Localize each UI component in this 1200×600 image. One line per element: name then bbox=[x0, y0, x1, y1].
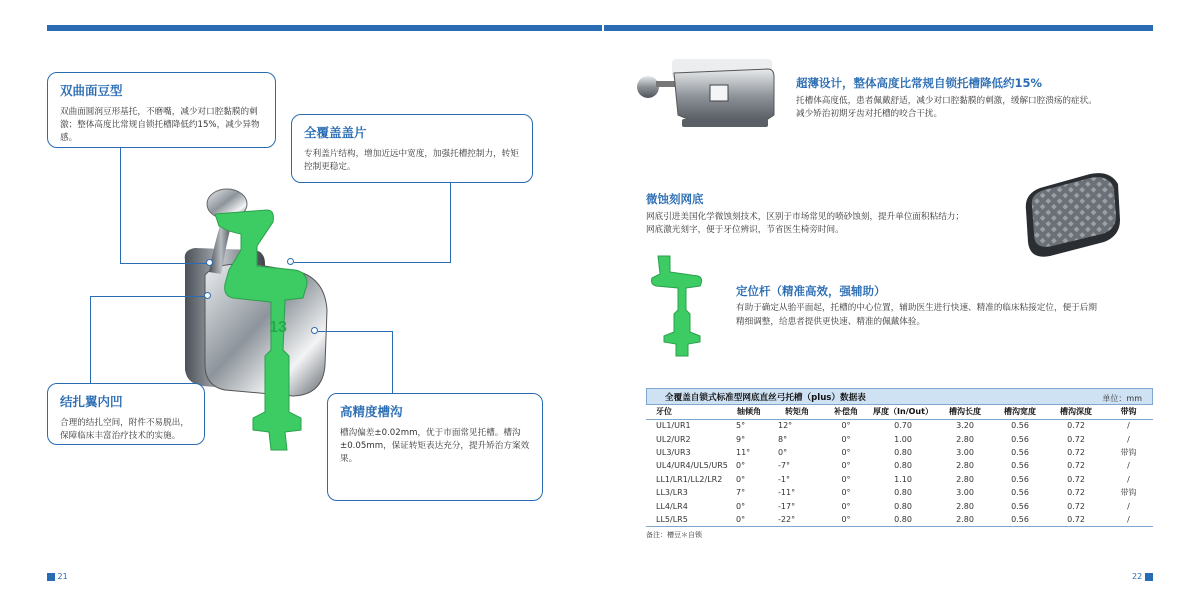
callout-text: 槽沟偏差±0.02mm，优于市面常见托槽。槽沟±0.05mm，保证转矩表达充分，提升矫治方案效果。 bbox=[340, 428, 530, 464]
table-cell: 2.80 bbox=[956, 434, 974, 444]
page-number-left bbox=[47, 572, 68, 581]
table-cell: 0.56 bbox=[1011, 488, 1029, 498]
table-cell: UL3/UR3 bbox=[656, 447, 691, 457]
table-cell: 2.80 bbox=[956, 501, 974, 511]
table-cell: 0.72 bbox=[1048, 513, 1104, 526]
table-cell: 0.72 bbox=[1067, 488, 1085, 498]
table-cell: 0° bbox=[841, 474, 851, 484]
column-header: 槽沟宽度 bbox=[992, 405, 1048, 419]
connector-line bbox=[90, 296, 206, 297]
connector-dot bbox=[311, 327, 318, 334]
table-note: 备注：槽豆＊自锁 bbox=[646, 531, 702, 539]
table-cell: 0.72 bbox=[1067, 434, 1085, 444]
table-cell: 0° bbox=[778, 447, 788, 457]
column-header: 牙位 bbox=[646, 405, 728, 419]
table-cell: 2.80 bbox=[938, 513, 992, 526]
table-cell: 3.00 bbox=[956, 447, 974, 457]
connector-dot bbox=[287, 258, 294, 265]
connector-line bbox=[120, 148, 121, 264]
table-cell: / bbox=[1104, 513, 1153, 526]
page-number-text: 21 bbox=[57, 572, 68, 581]
feature-mesh-title: 微蚀刻网底 bbox=[646, 192, 704, 206]
feature-rod-title: 定位杆（精准高效，强辅助） bbox=[736, 284, 886, 298]
spec-table bbox=[646, 388, 1153, 527]
page-number-text: 22 bbox=[1132, 572, 1143, 581]
table-cell: 12° bbox=[778, 421, 793, 431]
table-cell: 7° bbox=[736, 488, 746, 498]
feature-thin-text-line1: 托槽体高度低，患者佩戴舒适，减少对口腔黏膜的刺激，缓解口腔溃疡的症状。 bbox=[796, 96, 1097, 106]
callout-tie-wing bbox=[47, 383, 205, 445]
table-cell: 3.20 bbox=[956, 421, 974, 431]
table-cell: 0° bbox=[841, 447, 851, 457]
spec-table-header-bar bbox=[646, 388, 1153, 405]
connector-dot bbox=[206, 259, 213, 266]
feature-rod-text-line1: 有助于确定从骀平面起，托槽的中心位置，辅助医生进行快速、精准的临床粘接定位，便于后期 bbox=[736, 303, 1097, 313]
callout-text: 合理的结扎空间，附件不易脱出，保障临床丰富治疗技术的实施。 bbox=[60, 418, 189, 441]
mesh-base-photo bbox=[1020, 170, 1124, 266]
column-header: 厚度（In/Out） bbox=[868, 405, 938, 419]
positioning-rod-photo bbox=[648, 250, 708, 360]
table-header-row bbox=[646, 405, 1153, 419]
table-cell: LL1/LR1/LL2/LR2 bbox=[656, 474, 723, 484]
top-accent-bar-left bbox=[47, 25, 602, 31]
table-cell: 0.72 bbox=[1067, 501, 1085, 511]
table-cell: 0.56 bbox=[1011, 434, 1029, 444]
connector-line bbox=[90, 296, 91, 383]
table-cell: 3.00 bbox=[956, 488, 974, 498]
table-cell: 0° bbox=[736, 501, 746, 511]
connector-dot bbox=[204, 292, 211, 299]
table-cell: / bbox=[1127, 461, 1130, 471]
feature-thin-text-line2: 减少矫治初期牙齿对托槽的咬合干扰。 bbox=[796, 109, 943, 119]
table-row bbox=[646, 432, 1153, 445]
table-row bbox=[646, 486, 1153, 499]
feature-mesh-text-line1: 网底引进美国化学微蚀刻技术，区别于市场常见的喷砂蚀刻，提升单位面积粘结力； bbox=[646, 212, 964, 222]
table-row bbox=[646, 513, 1153, 526]
bracket-side-photo bbox=[632, 55, 782, 135]
table-cell: UL2/UR2 bbox=[656, 434, 691, 444]
connector-line bbox=[392, 331, 393, 393]
table-cell: LL5/LR5 bbox=[646, 513, 728, 526]
table-cell: 0.80 bbox=[868, 513, 938, 526]
page-marker-icon bbox=[47, 573, 55, 581]
callout-title: 结扎翼内凹 bbox=[60, 394, 123, 409]
table-cell: 0.56 bbox=[1011, 447, 1029, 457]
column-header: 轴倾角 bbox=[728, 405, 770, 419]
table-cell: 9° bbox=[736, 434, 746, 444]
table-cell: 0.56 bbox=[1011, 474, 1029, 484]
callout-title: 高精度槽沟 bbox=[340, 404, 403, 419]
table-row bbox=[646, 459, 1153, 472]
table-cell: -11° bbox=[778, 488, 796, 498]
table-cell: 0° bbox=[841, 434, 851, 444]
table-cell: 0° bbox=[841, 461, 851, 471]
table-row bbox=[646, 473, 1153, 486]
table-cell: 0° bbox=[728, 513, 770, 526]
table-cell: 带钩 bbox=[1120, 488, 1137, 498]
callout-title: 全覆盖盖片 bbox=[304, 125, 367, 140]
table-cell: LL3/LR3 bbox=[656, 488, 688, 498]
table-cell: UL1/UR1 bbox=[656, 421, 691, 431]
table-cell: LL4/LR4 bbox=[656, 501, 688, 511]
table-cell: / bbox=[1127, 434, 1130, 444]
table-row bbox=[646, 446, 1153, 459]
table-cell: 0.80 bbox=[894, 461, 912, 471]
table-cell: 0.72 bbox=[1067, 447, 1085, 457]
table-cell: 1.10 bbox=[894, 474, 912, 484]
table-cell: / bbox=[1127, 474, 1130, 484]
table-cell: -17° bbox=[778, 501, 796, 511]
column-header: 带钩 bbox=[1104, 405, 1153, 419]
table-cell: 0.80 bbox=[894, 501, 912, 511]
column-header: 槽沟深度 bbox=[1048, 405, 1104, 419]
table-cell: / bbox=[1127, 501, 1130, 511]
feature-mesh-text-line2: 网底激光刻字，便于牙位辨识，节省医生椅旁时间。 bbox=[646, 225, 844, 235]
connector-line bbox=[294, 262, 451, 263]
feature-thin-title: 超薄设计，整体高度比常规自锁托槽降低约15% bbox=[796, 76, 1043, 90]
table-cell: 带钩 bbox=[1120, 447, 1137, 457]
table-cell: -7° bbox=[778, 461, 790, 471]
spec-table-grid bbox=[646, 405, 1153, 527]
table-cell: 2.80 bbox=[956, 474, 974, 484]
connector-line bbox=[120, 263, 208, 264]
feature-rod-text-line2: 精细调整，给患者提供更快速、精准的佩戴体验。 bbox=[736, 317, 926, 327]
table-cell: -22° bbox=[770, 513, 824, 526]
table-cell: 0° bbox=[736, 474, 746, 484]
table-row bbox=[646, 419, 1153, 432]
table-cell: 0.80 bbox=[894, 447, 912, 457]
table-cell: 11° bbox=[736, 447, 751, 457]
table-cell: 1.00 bbox=[894, 434, 912, 444]
table-cell: 0° bbox=[841, 501, 851, 511]
table-cell: 0.56 bbox=[1011, 501, 1029, 511]
table-cell: 0° bbox=[824, 513, 868, 526]
column-header: 槽沟长度 bbox=[938, 405, 992, 419]
callout-full-cover bbox=[291, 114, 533, 183]
table-cell: 0.56 bbox=[992, 513, 1048, 526]
table-cell: 0° bbox=[841, 421, 851, 431]
callout-text: 专利盖片结构，增加近远中宽度，加强托槽控制力，转矩控制更稳定。 bbox=[304, 149, 519, 172]
spec-table-title: 全覆盖自锁式标准型网底直丝弓托槽（plus）数据表 bbox=[665, 393, 866, 403]
table-cell: 0° bbox=[736, 461, 746, 471]
column-header: 转矩角 bbox=[770, 405, 824, 419]
spec-table-unit: 单位：mm bbox=[1102, 394, 1142, 403]
table-cell: 0.56 bbox=[1011, 421, 1029, 431]
callout-precision-slot bbox=[327, 393, 543, 501]
column-header: 补偿角 bbox=[824, 405, 868, 419]
rod-number-label: 13 bbox=[269, 319, 287, 336]
table-cell: 8° bbox=[778, 434, 788, 444]
callout-oval-base bbox=[47, 72, 276, 148]
table-row bbox=[646, 499, 1153, 512]
table-cell: 0.80 bbox=[894, 488, 912, 498]
table-cell: 0° bbox=[841, 488, 851, 498]
table-cell: UL4/UR4/UL5/UR5 bbox=[656, 461, 728, 471]
callout-title: 双曲面豆型 bbox=[60, 83, 123, 98]
callout-text: 双曲面圆润豆形基托，不磨嘴，减少对口腔黏膜的刺激；整体高度比常规自锁托槽降低约15%，减少异物感。 bbox=[60, 107, 260, 143]
page-marker-icon bbox=[1145, 573, 1153, 581]
table-cell: 0.72 bbox=[1067, 461, 1085, 471]
page-number-right bbox=[1132, 572, 1153, 581]
table-cell: 0.72 bbox=[1067, 421, 1085, 431]
connector-line bbox=[450, 183, 451, 263]
table-cell: / bbox=[1127, 421, 1130, 431]
top-accent-bar-right bbox=[604, 25, 1153, 31]
table-cell: 0.72 bbox=[1067, 474, 1085, 484]
table-cell: -1° bbox=[778, 474, 790, 484]
table-cell: 0.70 bbox=[894, 421, 912, 431]
table-cell: 0.56 bbox=[1011, 461, 1029, 471]
connector-line bbox=[318, 331, 393, 332]
table-cell: 2.80 bbox=[956, 461, 974, 471]
table-cell: 5° bbox=[736, 421, 746, 431]
